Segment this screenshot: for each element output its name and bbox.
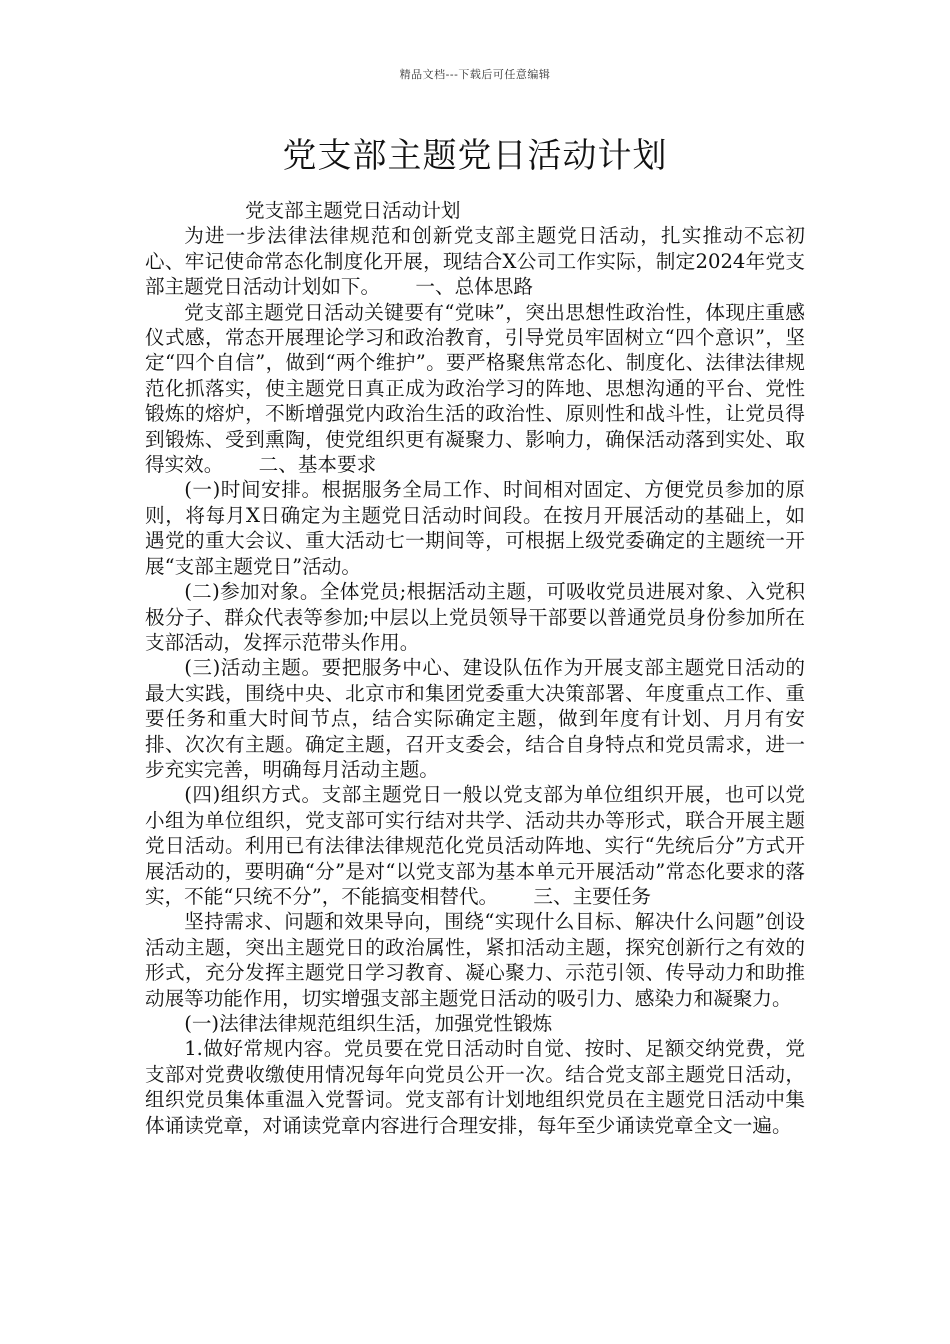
document-subtitle: 党支部主题党日活动计划 [245, 199, 461, 222]
header-note: 精品文档---下载后可任意编辑 [399, 68, 551, 81]
paragraph-main-tasks [145, 909, 805, 1011]
paragraph-text: (一)时间安排。根据服务全局工作、时间相对固定、方便党员参加的原则，将每月X日确定为主题党日活动时间段。在按月开展活动的基础上，如遇党的重大会议、重大活动七一期间等，可根据上级党委确定的主题统一开展“支部主题党日”活动。 [145, 478, 805, 578]
section-heading-1: 一、总体思路 [415, 275, 533, 299]
paragraph-text: (四)组织方式。支部主题党日一般以党支部为单位组织开展，也可以党小组为单位组织，党支部可实行结对共学、活动共办等形式，联合开展主题党日活动。利用已有法律法律规范化党员活动阵地、实行“先统后分”方式开展活动的，要明确“分”是对“以党支部为基本单元开展活动”常态化要求的落实，不能“只统不分”，不能搞变相替代。 [145, 783, 805, 908]
paragraph-text: 1.做好常规内容。党员要在党日活动时自觉、按时、足额交纳党费，党支部对党费收缴使用情况每年向党员公开一次。结合党支部主题党日活动，组织党员集体重温入党誓词。党支部有计划地组织党员在主题党日活动中集体诵读党章，对诵读党章内容进行合理安排，每年至少诵读党章全文一遍。 [145, 1037, 805, 1137]
subheading-organization-life [145, 1011, 805, 1036]
paragraph-text: 为进一步法律法律规范和创新党支部主题党日活动，扎实推动不忘初心、牢记使命常态化制度化开展，现结合X公司工作实际，制定2024年党支部主题党日活动计划如下。 [145, 224, 805, 299]
paragraph-overall-approach [145, 300, 805, 478]
section-heading-2: 二、基本要求 [258, 453, 377, 477]
paragraph-text: (一)法律法律规范组织生活，加强党性锻炼 [184, 1012, 553, 1035]
document-body [145, 198, 805, 1138]
paragraph-text: 坚持需求、问题和效果导向，围绕“实现什么目标、解决什么问题”创设活动主题，突出主题党日的政治属性，紧扣活动主题，探究创新行之有效的形式，充分发挥主题党日学习教育、凝心聚力、示范引领、传导动力和助推动展等功能作用，切实增强支部主题党日活动的吸引力、感染力和凝聚力。 [145, 910, 805, 1010]
paragraph-time-arrangement [145, 477, 805, 579]
paragraph-participants [145, 579, 805, 655]
paragraph-text: 党支部主题党日活动关键要有“党味”，突出思想性政治性，体现庄重感仪式感，常态开展理论学习和政治教育，引导党员牢固树立“四个意识”，坚定“四个自信”，做到“两个维护”。要严格聚焦常态化、制度化、法律法律规范化抓落实，使主题党日真正成为政治学习的阵地、思想沟通的平台、党性锻炼的熔炉，不断增强党内政治生活的政治性、原则性和战斗性，让党员得到锻炼、受到熏陶，使党组织更有凝聚力、影响力，确保活动落到实处、取得实效。 [145, 300, 805, 477]
paragraph-intro [145, 223, 805, 299]
paragraph-activity-theme [145, 655, 805, 782]
section-heading-3: 三、主要任务 [533, 884, 651, 908]
paragraph-organization-method [145, 782, 805, 909]
paragraph-text: (三)活动主题。要把服务中心、建设队伍作为开展支部主题党日活动的最大实践，围绕中央、北京市和集团党委重大决策部署、年度重点工作、重要任务和重大时间节点，结合实际确定主题，做到年度有计划、月月有安排、次次有主题。确定主题，召开支委会，结合自身特点和党员需求，进一步充实完善，明确每月活动主题。 [145, 656, 805, 781]
document-title: 党支部主题党日活动计划 [282, 136, 668, 176]
paragraph-text: (二)参加对象。全体党员;根据活动主题，可吸收党员进展对象、入党积极分子、群众代表等参加;中层以上党员领导干部要以普通党员身份参加所在支部活动，发挥示范带头作用。 [145, 580, 805, 654]
paragraph-routine-content [145, 1036, 805, 1138]
